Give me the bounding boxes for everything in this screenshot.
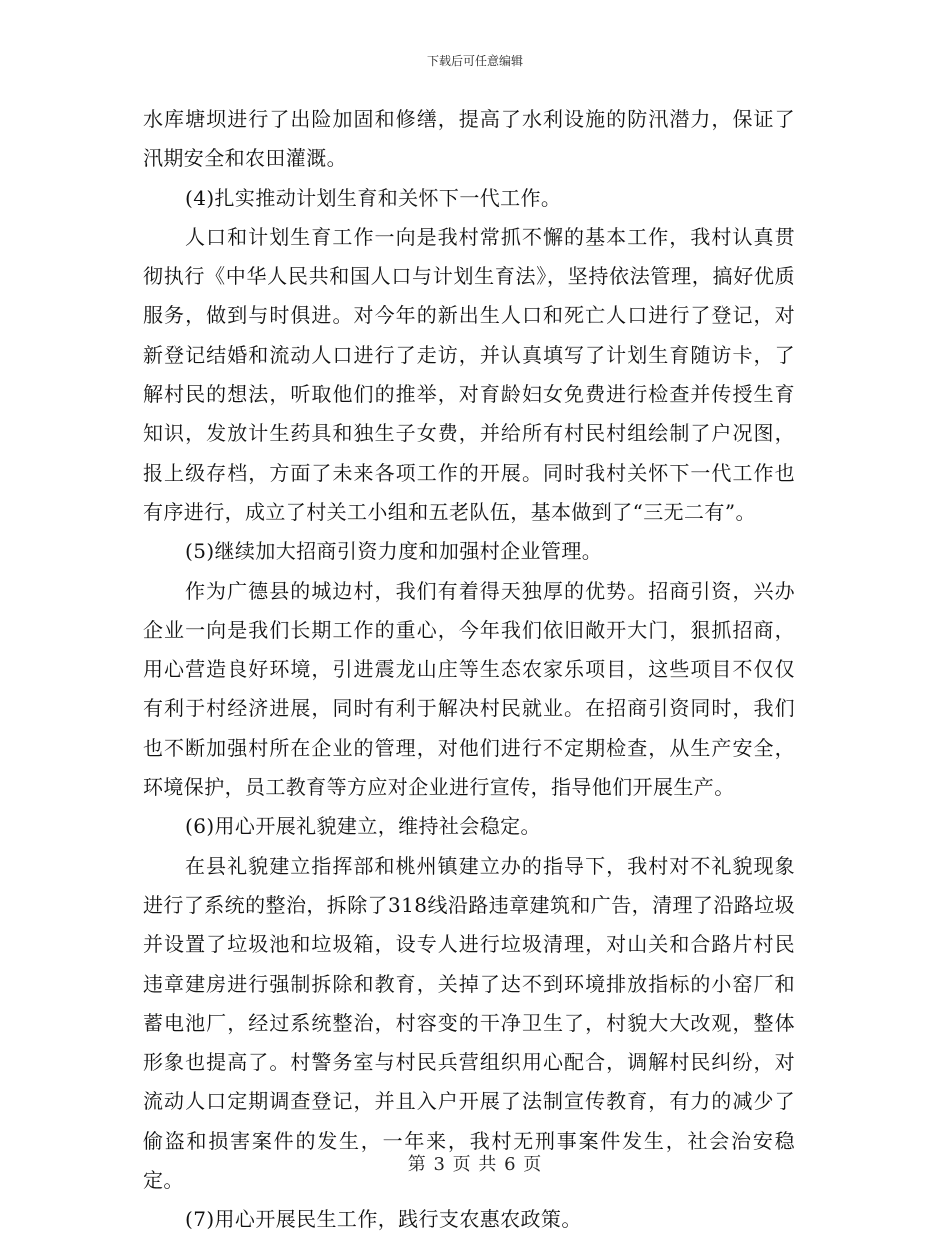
- paragraph-family-planning: 人口和计划生育工作一向是我村常抓不懈的基本工作，我村认真贯彻执行《中华人民共和国人口与计划生育法》，坚持依法管理，搞好优质服务，做到与时俱进。对今年的新出生人口和死亡人口进行了登记，对新登记结婚和流动人口进行了走访，并认真填写了计划生育随访卡，了解村民的想法，听取他们的推举，对育龄妇女免费进行检查并传授生育知识，发放计生药具和独生子女费，并给所有村民村组绘制了户况图，报上级存档，方面了未来各项工作的开展。同时我村关怀下一代工作也有序进行，成立了村关工小组和五老队伍，基本做到了“三无二有”。: [143, 224, 795, 524]
- page-header: 下载后可任意编辑: [426, 54, 523, 68]
- page-number: 第 3 页 共 6 页: [407, 1154, 543, 1175]
- paragraph-continuation: 水库塘坝进行了出险加固和修缮，提高了水利设施的防汛潜力，保证了汛期安全和农田灌溉。: [143, 107, 795, 171]
- section-heading-6: (6)用心开展礼貌建立，维持社会稳定。: [185, 814, 541, 839]
- section-heading-5: (5)继续加大招商引资力度和加强村企业管理。: [185, 539, 603, 564]
- document-body: [143, 100, 795, 1240]
- paragraph-investment: 作为广德县的城边村，我们有着得天独厚的优势。招商引资，兴办企业一向是我们长期工作的重心，今年我们依旧敞开大门，狠抓招商，用心营造良好环境，引进震龙山庄等生态农家乐项目，这些项目不仅仅有利于村经济进展，同时有利于解决村民就业。在招商引资同时，我们也不断加强村所在企业的管理，对他们进行不定期检查，从生产安全，环境保护，员工教育等方应对企业进行宣传，指导他们开展生产。: [143, 578, 795, 800]
- section-heading-7: (7)用心开展民生工作，践行支农惠农政策。: [185, 1207, 582, 1232]
- paragraph-civility: 在县礼貌建立指挥部和桃州镇建立办的指导下，我村对不礼貌现象进行了系统的整治，拆除了318线沿路违章建筑和广告，清理了沿路垃圾并设置了垃圾池和垃圾箱，设专人进行垃圾清理，对山关和合路片村民违章建房进行强制拆除和教育，关掉了达不到环境排放指标的小窑厂和蓄电池厂，经过系统整治，村容变的干净卫生了，村貌大大改观，整体形象也提高了。村警务室与村民兵营组织用心配合，调解村民纠纷，对流动人口定期调查登记，并且入户开展了法制宣传教育，有力的减少了偷盗和损害案件的发生，一年来，我村无刑事案件发生，社会治安稳定。: [143, 853, 795, 1193]
- section-heading-4: (4)扎实推动计划生育和关怀下一代工作。: [185, 185, 562, 210]
